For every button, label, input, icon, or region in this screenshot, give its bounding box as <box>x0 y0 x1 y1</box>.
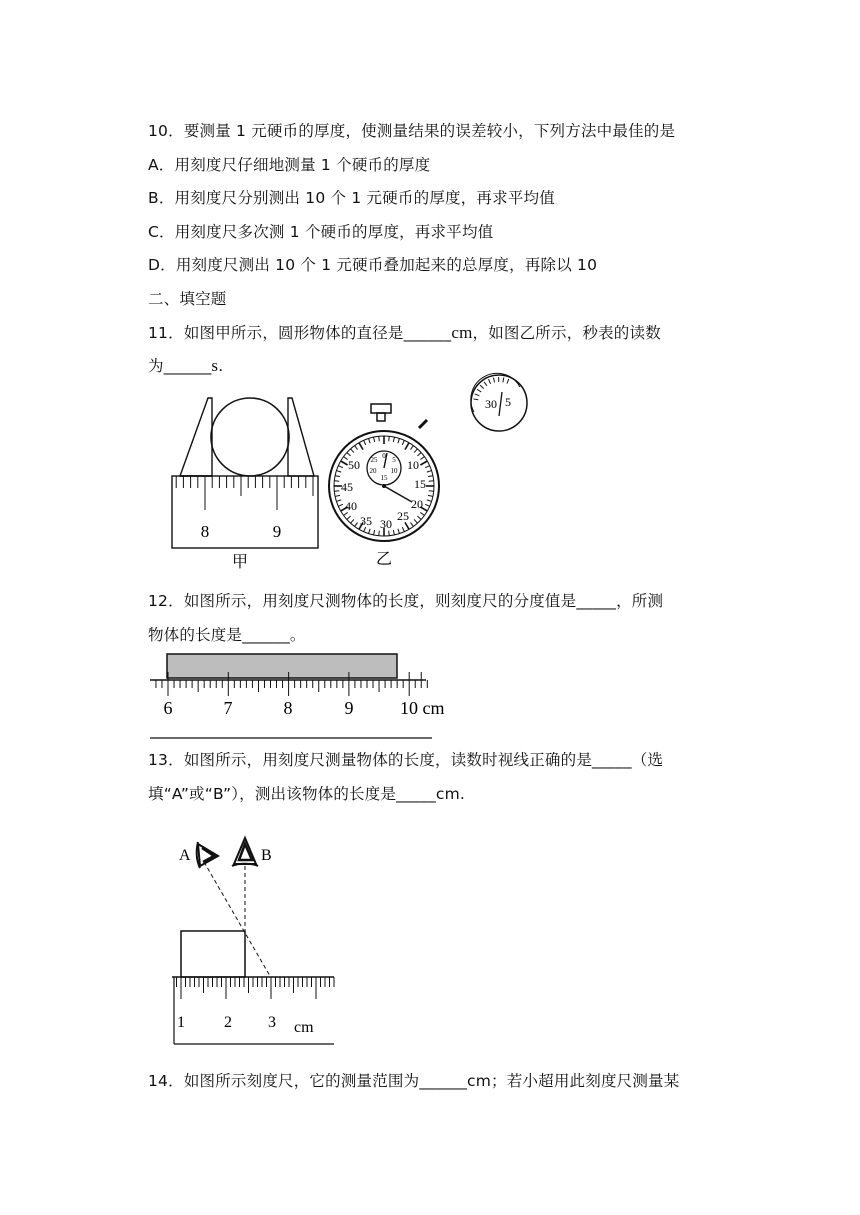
tick-mark <box>389 436 390 441</box>
q13-blank-length[interactable]: _____ <box>396 785 436 803</box>
figure-q12-ruler <box>146 650 466 742</box>
q13-line-2 <box>148 784 465 804</box>
q12-line-2 <box>148 625 306 645</box>
tick-mark <box>351 449 354 453</box>
figure-caption-yi: 乙 <box>375 551 393 568</box>
q12-blank-length[interactable]: ______ <box>242 626 290 644</box>
q13-text-c: 填“A”或“B”），测出该物体的长度是 <box>148 785 397 803</box>
ruler-ticks <box>176 476 313 510</box>
tick-mark <box>475 394 480 396</box>
tick-mark <box>355 522 358 526</box>
q11-blank-stopwatch[interactable]: ______ <box>163 357 212 375</box>
tick-mark <box>420 457 424 460</box>
tick-mark <box>355 446 358 450</box>
tick-mark <box>389 531 390 536</box>
q12-text-end: 。 <box>289 626 306 644</box>
q13-line-1 <box>148 750 663 770</box>
tick-mark <box>473 399 478 400</box>
ruler-label-9: 9 <box>344 698 354 718</box>
sub-dial-label-10: 10 <box>390 467 398 475</box>
tick-mark <box>429 491 434 492</box>
ruler-unit-cm: cm <box>294 1019 314 1036</box>
right-set-square <box>288 398 314 476</box>
q12-line-1 <box>148 591 663 611</box>
q14-text-b: cm；若小超用此刻度尺测量某 <box>467 1072 680 1090</box>
q14-line-1 <box>148 1071 679 1091</box>
tick-mark <box>379 436 380 441</box>
q14-blank-range[interactable]: ______ <box>419 1072 468 1090</box>
tick-mark <box>398 529 400 534</box>
tick-mark <box>428 476 433 477</box>
sub-dial-label-15: 15 <box>380 474 388 482</box>
zoom-label-5: 5 <box>505 395 511 409</box>
tick-mark <box>480 385 484 388</box>
eye-b-icon <box>232 838 258 866</box>
stopwatch-zoom-bubble <box>468 372 530 434</box>
dial-label-25: 25 <box>397 509 409 523</box>
tick-mark <box>364 440 366 445</box>
ruler-ticks <box>177 977 335 999</box>
stopwatch-crown <box>371 404 391 413</box>
tick-mark <box>427 500 432 502</box>
tick-mark <box>405 522 409 529</box>
ruler-label-10cm: 10 cm <box>400 698 445 718</box>
ruler-label-2: 2 <box>224 1014 232 1031</box>
eye-label-a: A <box>179 847 191 864</box>
dial-label-30: 30 <box>380 517 392 531</box>
ruler-label-9: 9 <box>272 522 282 541</box>
q11-unit-cm: cm <box>451 323 473 342</box>
q11-line-1 <box>148 323 661 343</box>
dial-label-15: 15 <box>414 477 426 491</box>
figure-caption-jia: 甲 <box>231 554 249 570</box>
q11-blank-diameter[interactable]: ______ <box>403 324 452 342</box>
q11-text-c: 为 <box>148 357 164 375</box>
q11-unit-s: s <box>211 356 219 375</box>
q13-blank-sightline[interactable]: _____ <box>592 751 632 769</box>
tick-mark <box>393 437 394 442</box>
eye-a-icon <box>197 842 218 868</box>
dial-label-20: 20 <box>411 497 423 511</box>
tick-mark <box>420 461 427 465</box>
q11-text-end: . <box>218 357 224 375</box>
tick-mark <box>347 516 351 519</box>
q12-text-a: 12．如图所示，用刻度尺测物体的长度，则刻度尺的分度值是 <box>148 592 577 610</box>
q13-text-b: （选 <box>631 751 664 769</box>
tick-mark <box>484 382 487 386</box>
ruler-label-7: 7 <box>223 698 233 718</box>
q11-text-a: 11．如图甲所示，圆形物体的直径是 <box>148 324 404 342</box>
q12-blank-division[interactable]: _____ <box>576 592 617 610</box>
ruler-label-8: 8 <box>200 522 210 541</box>
tick-mark <box>338 504 343 506</box>
stopwatch-button <box>419 420 427 428</box>
tick-mark <box>369 438 371 443</box>
tick-mark <box>410 522 413 526</box>
ruler-label-6: 6 <box>163 698 173 718</box>
q10-option-d[interactable]: D．用刻度尺测出 10 个 1 元硬币叠加起来的总厚度，再除以 10 <box>148 256 598 274</box>
tick-mark <box>414 449 417 453</box>
q10-option-a[interactable]: A．用刻度尺仔细地测量 1 个硬币的厚度 <box>148 156 431 174</box>
figure-jia-ruler-circle <box>160 390 320 570</box>
tick-mark <box>425 466 430 468</box>
q10-option-c[interactable]: C．用刻度尺多次测 1 个硬币的厚度，再求平均值 <box>148 223 494 241</box>
tick-mark <box>374 437 375 442</box>
dial-label-45: 45 <box>341 480 353 494</box>
tick-mark <box>503 377 504 382</box>
figure-yi-stopwatch <box>328 398 473 570</box>
sightline-a <box>204 862 270 976</box>
ruler-label-1: 1 <box>177 1014 185 1031</box>
tick-mark <box>420 512 424 515</box>
dial-label-40: 40 <box>345 499 357 513</box>
tick-mark <box>477 389 481 392</box>
tick-mark <box>428 495 433 496</box>
q11-line-2 <box>148 356 223 376</box>
tick-mark <box>336 471 341 473</box>
left-set-square <box>180 398 212 476</box>
tick-mark <box>344 457 348 460</box>
sub-dial-label-20: 20 <box>369 467 377 475</box>
tick-mark <box>429 481 434 482</box>
tick-mark <box>402 440 404 445</box>
tick-mark <box>507 379 509 384</box>
tick-mark <box>417 516 421 519</box>
tick-mark <box>402 527 404 532</box>
tick-mark <box>334 481 339 482</box>
ruler-label-3: 3 <box>268 1014 276 1031</box>
tick-mark <box>417 453 421 456</box>
q12-text-b: ，所测 <box>616 592 664 610</box>
q14-text-a: 14．如图所示刻度尺，它的测量范围为 <box>148 1072 420 1090</box>
q11-text-b: ，如图乙所示，秒表的读数 <box>472 324 661 342</box>
tick-mark <box>398 438 400 443</box>
tick-mark <box>341 461 348 465</box>
sub-dial-label-5: 5 <box>392 456 396 464</box>
dial-label-50: 50 <box>348 458 360 472</box>
section-title: 二、填空题 <box>148 290 227 308</box>
q10-option-b[interactable]: B．用刻度尺分别测出 10 个 1 元硬币的厚度，再求平均值 <box>148 189 555 207</box>
q13-text-a: 13．如图所示，用刻度尺测量物体的长度，读数时视线正确的是 <box>148 751 593 769</box>
measured-block <box>181 931 245 977</box>
second-hand <box>384 486 412 502</box>
tick-mark <box>369 529 371 534</box>
tick-mark <box>336 500 341 502</box>
tick-mark <box>335 495 340 496</box>
tick-mark <box>414 519 417 523</box>
tick-mark <box>493 378 494 383</box>
tick-mark <box>359 443 363 450</box>
sub-dial-label-0: 0 <box>382 452 386 460</box>
tick-mark <box>338 466 343 468</box>
zoom-label-30: 30 <box>485 397 497 411</box>
tick-mark <box>410 446 413 450</box>
tick-mark <box>351 519 354 523</box>
ruler-body <box>172 476 318 548</box>
sub-dial-label-25: 25 <box>370 456 378 464</box>
eye-label-b: B <box>261 847 272 864</box>
q10-stem: 10．要测量 1 元硬币的厚度，使测量结果的误差较小，下列方法中最佳的是 <box>148 122 676 140</box>
tick-mark <box>347 453 351 456</box>
ruler-label-8: 8 <box>283 698 293 718</box>
dial-label-10: 10 <box>407 458 419 472</box>
dial-label-35: 35 <box>360 514 372 528</box>
tick-mark <box>374 530 375 535</box>
figure-q13-sightlines <box>168 830 340 1048</box>
tick-mark <box>393 530 394 535</box>
tick-mark <box>489 379 491 384</box>
tick-mark <box>334 491 339 492</box>
measured-block <box>167 654 397 678</box>
q13-text-end: cm. <box>435 785 466 803</box>
tick-mark <box>427 471 432 473</box>
tick-mark <box>335 476 340 477</box>
round-object <box>211 398 289 476</box>
tick-mark <box>425 504 430 506</box>
tick-mark <box>405 443 409 450</box>
q12-text-c: 物体的长度是 <box>148 626 243 644</box>
tick-mark <box>379 531 380 536</box>
